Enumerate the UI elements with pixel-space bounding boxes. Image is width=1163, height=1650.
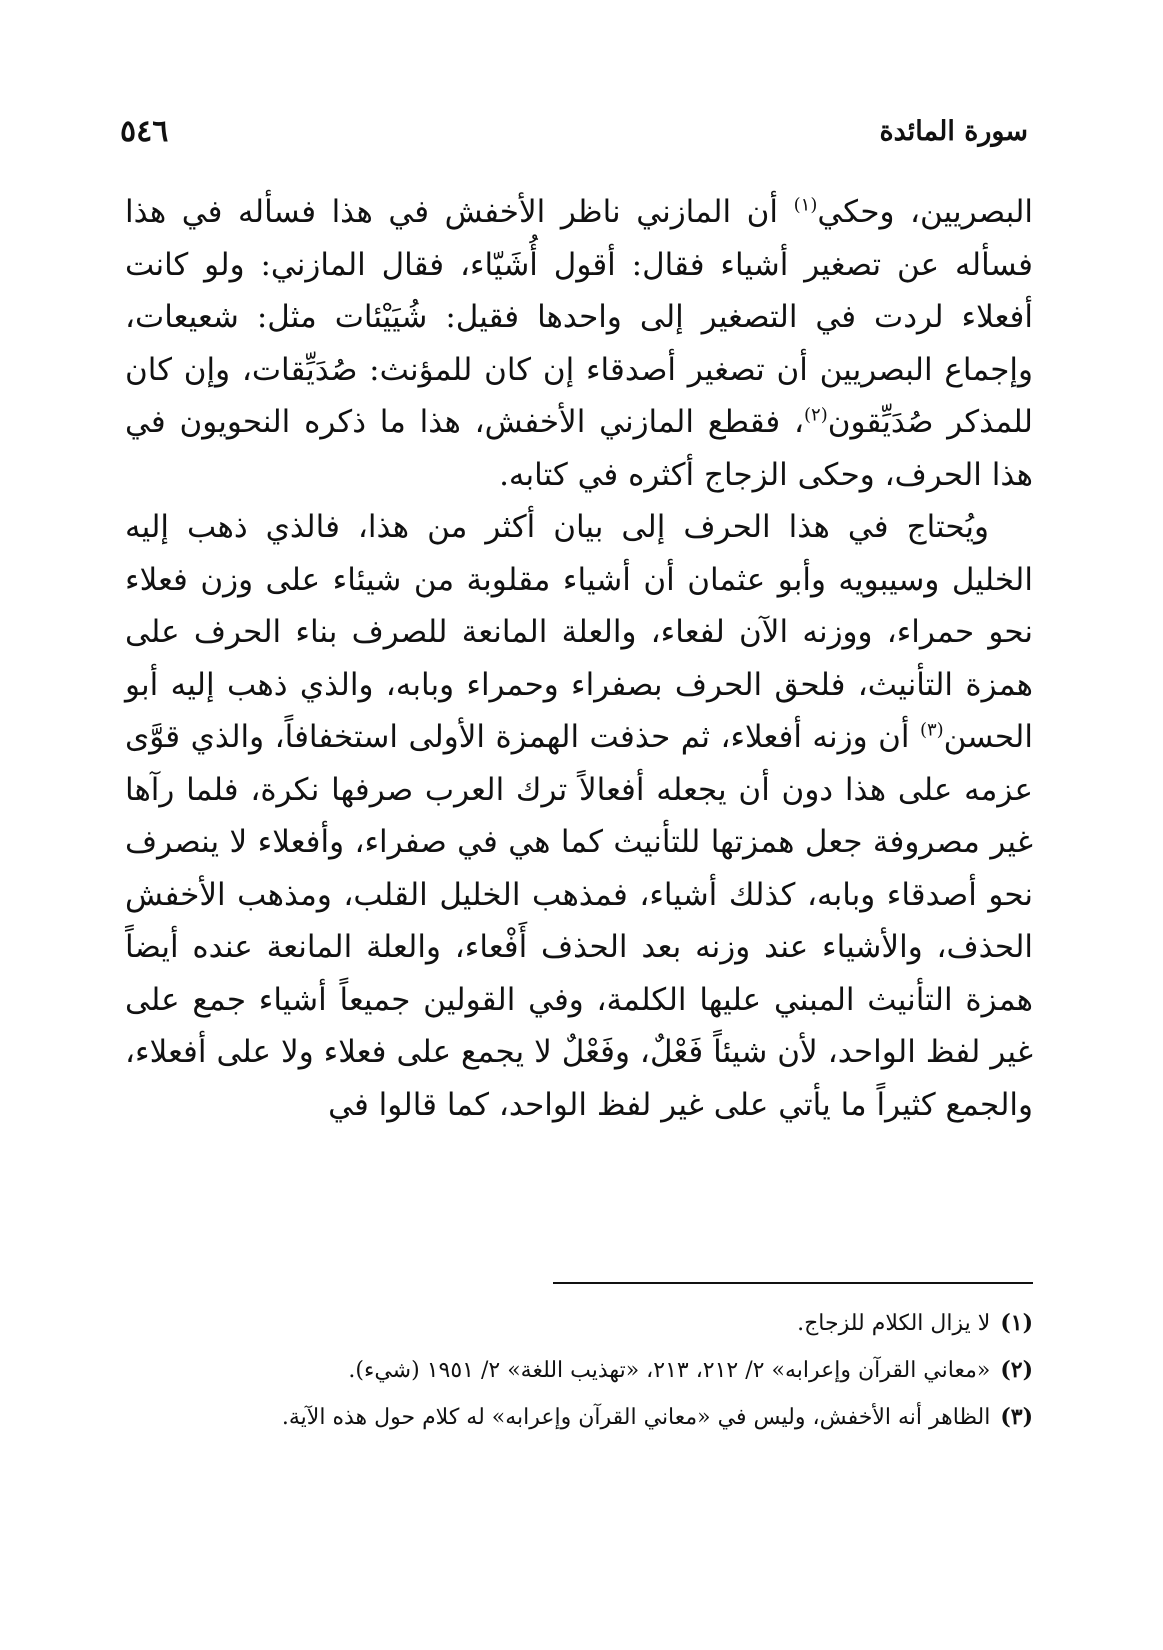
footnote-3-text: الظاهر أنه الأخفش، وليس في «معاني القرآن وإعرابه» له كلام حول هذه الآية. <box>281 1405 991 1430</box>
surah-title: سورة المائدة <box>879 115 1028 147</box>
footnotes <box>120 1300 1033 1441</box>
footnote-ref-2: (٢) <box>804 404 828 426</box>
footnote-2-text: «معاني القرآن وإعرابه» ٢/ ٢١٢، ٢١٣، «تهذيب اللغة» ٢/ ١٩٥١ (شيء). <box>348 1358 991 1383</box>
footnote-2 <box>120 1347 1033 1394</box>
footnote-1-mark: (١) <box>1000 1310 1033 1336</box>
footnote-divider <box>553 1282 1033 1284</box>
page-number: ٥٤٦ <box>120 113 169 149</box>
footnote-1 <box>120 1300 1033 1347</box>
footnote-ref-1: (١) <box>793 194 818 216</box>
main-text <box>125 186 1033 1131</box>
footnote-2-mark: (٢) <box>1000 1357 1033 1383</box>
footnote-3-mark: (٣) <box>1000 1404 1033 1430</box>
paragraph-1-part-c: ، فقطع المازني الأخفش، هذا ما ذكره النحويون في هذا الحرف، وحكى الزجاج أكثره في كتابه. <box>125 404 1033 493</box>
page-header <box>120 106 1028 156</box>
paragraph-2 <box>125 501 1033 1131</box>
footnote-3 <box>120 1394 1033 1441</box>
paragraph-2-part-b: أن وزنه أفعلاء، ثم حذفت الهمزة الأولى استخفافاً، والذي قوَّى عزمه على هذا دون أن يجعله أفعالاً ترك العرب صرفها نكرة، فلما رآها غير مصروفة جعل همزتها للتأنيث كما هي في صفراء، وأفعلاء لا ينصرف نحو أصدقاء وبابه، كذلك أشياء، فمذهب الخليل القلب، ومذهب الأخفش الحذف، والأشياء عند وزنه بعد الحذف أَفْعاء، والعلة المانعة عنده أيضاً همزة التأنيث المبني عليها الكلمة، وفي القولين جميعاً أشياء جمع على غير لفظ الواحد، لأن شيئاً فَعْلٌ، وفَعْلٌ لا يجمع على فعلاء ولا على أفعلاء، والجمع كثيراً ما يأتي على غير لفظ الواحد، كما قالوا في <box>125 719 1033 1123</box>
paragraph-1-part-b: أن المازني ناظر الأخفش في هذا فسأله في هذا فسأله عن تصغير أشياء فقال: أقول أُشَيّاء، فقال المازني: ولو كانت أفعلاء لردت في التصغير إلى واحدها فقيل: شُيَيْئات مثل: شعيعات، وإجماع البصريين أن تصغير أصدقاء إن كان للمؤنث: صُدَيِّقات، وإن كان للمذكر صُدَيِّقون <box>125 194 1033 440</box>
paragraph-1 <box>125 186 1033 501</box>
footnote-1-text: لا يزال الكلام للزجاج. <box>797 1311 991 1336</box>
paragraph-2-part-a: ويُحتاج في هذا الحرف إلى بيان أكثر من هذا، فالذي ذهب إليه الخليل وسيبويه وأبو عثمان أن أشياء مقلوبة من شيئاء على وزن فعلاء نحو حمراء، ووزنه الآن لفعاء، والعلة المانعة للصرف بناء الحرف على همزة التأنيث، فلحق الحرف بصفراء وحمراء وبابه، والذي ذهب إليه أبو الحسن <box>125 509 1033 755</box>
paragraph-1-part-a: البصريين، وحكي <box>817 194 1034 230</box>
footnote-ref-3: (٣) <box>919 719 944 741</box>
